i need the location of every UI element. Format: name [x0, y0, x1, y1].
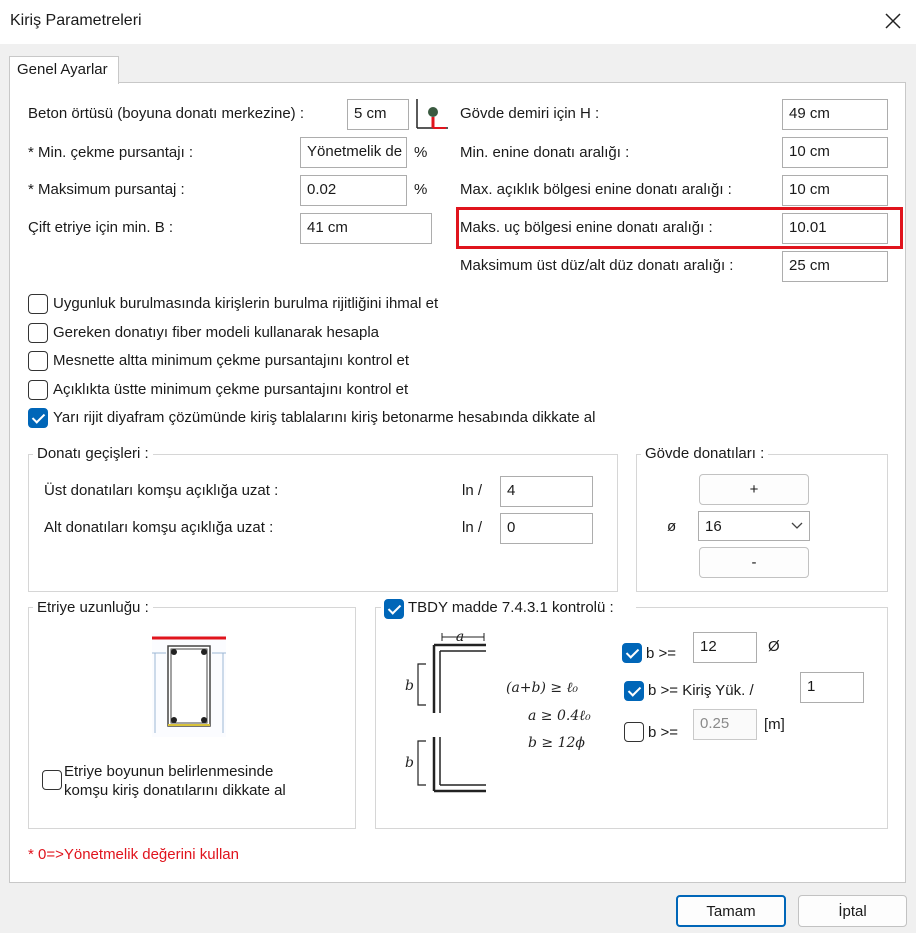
maks-ust-input[interactable]: 25 cm — [782, 251, 888, 282]
sketch-a: a — [455, 629, 465, 645]
tbdy-row3-input[interactable]: 0.25 — [693, 709, 757, 740]
tbdy-row1-checkbox[interactable] — [622, 643, 642, 663]
window-title: Kiriş Parametreleri — [10, 12, 142, 29]
ok-button[interactable]: Tamam — [676, 895, 786, 927]
close-button[interactable] — [877, 5, 909, 37]
govde-demiri-label: Gövde demiri için H : — [460, 105, 600, 122]
etriye-group-title: Etriye uzunluğu : — [33, 599, 153, 616]
close-icon — [884, 12, 902, 30]
tbdy-row1-input[interactable]: 12 — [693, 632, 757, 663]
option-checkbox-aciklik[interactable] — [28, 380, 48, 400]
donati-group-title: Donatı geçişleri : — [33, 445, 153, 462]
ust-donati-label: Üst donatıları komşu açıklığa uzat : — [44, 482, 279, 499]
option-label-burulma: Uygunluk burulmasında kirişlerin burulma rijitliğini ihmal et — [53, 295, 439, 312]
alt-donati-unit: ln / — [462, 519, 483, 536]
option-checkbox-mesnet[interactable] — [28, 351, 48, 371]
min-cekme-input[interactable]: Yönetmelik de — [300, 137, 407, 168]
tab-genel-ayarlar[interactable]: Genel Ayarlar — [9, 56, 119, 84]
max-aciklik-input[interactable]: 10 cm — [782, 175, 888, 206]
tbdy-row3-checkbox[interactable] — [624, 722, 644, 742]
add-rebar-button[interactable]: + — [699, 474, 809, 505]
sketch-formula-2: a ≥ 0.4ℓ₀ — [528, 708, 591, 724]
cift-etriye-input[interactable]: 41 cm — [300, 213, 432, 244]
maks-pursantaj-input[interactable]: 0.02 — [300, 175, 407, 206]
diameter-select-value: 16 — [705, 517, 722, 535]
tbdy-row1-unit: Ø — [768, 638, 780, 655]
sketch-b2: b — [405, 755, 414, 771]
tbdy-row2-label: b >= Kiriş Yük. / — [648, 682, 754, 699]
tbdy-row1-label: b >= — [646, 645, 677, 662]
cover-picker-icon[interactable] — [416, 98, 449, 129]
tbdy-sketch — [398, 627, 593, 812]
alt-donati-input[interactable]: 0 — [500, 513, 593, 544]
diameter-symbol: ø — [667, 518, 677, 535]
option-checkbox-diyafram[interactable] — [28, 408, 48, 428]
tbdy-row3-label: b >= — [648, 724, 679, 741]
sketch-b1: b — [405, 678, 414, 694]
min-cekme-unit: % — [414, 144, 428, 161]
tbdy-title: TBDY madde 7.4.3.1 kontrolü : — [408, 599, 614, 616]
option-label-aciklik: Açıklıkta üstte minimum çekme pursantajını kontrol et — [53, 381, 409, 398]
govde-group-title: Gövde donatıları : — [641, 445, 768, 462]
max-aciklik-label: Max. açıklık bölgesi enine donatı aralığı : — [460, 181, 732, 198]
tbdy-row2-input[interactable]: 1 — [800, 672, 864, 703]
cancel-button[interactable]: İptal — [798, 895, 907, 927]
ust-donati-unit: ln / — [462, 482, 483, 499]
etriye-check-label-2: komşu kiriş donatılarını dikkate al — [64, 782, 286, 799]
stirrup-image — [152, 633, 226, 737]
tbdy-row2-checkbox[interactable] — [624, 681, 644, 701]
diameter-select[interactable] — [698, 511, 810, 541]
option-checkbox-burulma[interactable] — [28, 294, 48, 314]
maks-pursantaj-unit: % — [414, 181, 428, 198]
etriye-check-label-1: Etriye boyunun belirlenmesinde — [64, 763, 274, 780]
remove-rebar-button[interactable]: - — [699, 547, 809, 578]
alt-donati-label: Alt donatıları komşu açıklığa uzat : — [44, 519, 274, 536]
option-checkbox-fiber[interactable] — [28, 323, 48, 343]
beton-ortusu-input[interactable]: 5 cm — [347, 99, 409, 130]
min-enine-input[interactable]: 10 cm — [782, 137, 888, 168]
maks-pursantaj-label: * Maksimum pursantaj : — [28, 181, 185, 198]
beton-ortusu-label: Beton örtüsü (boyuna donatı merkezine) : — [28, 105, 304, 122]
maks-uc-label: Maks. uç bölgesi enine donatı aralığı : — [460, 219, 713, 236]
sketch-formula-1: (a+b) ≥ ℓ₀ — [506, 680, 579, 696]
min-enine-label: Min. enine donatı aralığı : — [460, 144, 630, 161]
tbdy-row3-unit: [m] — [764, 716, 785, 733]
sketch-formula-3: b ≥ 12ϕ — [528, 735, 585, 751]
chevron-down-icon — [791, 522, 803, 530]
option-label-mesnet: Mesnette altta minimum çekme pursantajını kontrol et — [53, 352, 409, 369]
option-label-fiber: Gereken donatıyı fiber modeli kullanarak hesapla — [53, 324, 380, 341]
etriye-checkbox[interactable] — [42, 770, 62, 790]
option-label-diyafram: Yarı rijit diyafram çözümünde kiriş tablalarını kiriş betonarme hesabında dikkate al — [53, 409, 596, 426]
ust-donati-input[interactable]: 4 — [500, 476, 593, 507]
maks-uc-input[interactable]: 10.01 — [782, 213, 888, 244]
min-cekme-label: * Min. çekme pursantajı : — [28, 144, 194, 161]
tbdy-checkbox[interactable] — [384, 599, 404, 619]
footnote: * 0=>Yönetmelik değerini kullan — [28, 846, 239, 863]
cift-etriye-label: Çift etriye için min. B : — [28, 219, 174, 236]
maks-ust-label: Maksimum üst düz/alt düz donatı aralığı : — [460, 257, 734, 274]
govde-demiri-input[interactable]: 49 cm — [782, 99, 888, 130]
